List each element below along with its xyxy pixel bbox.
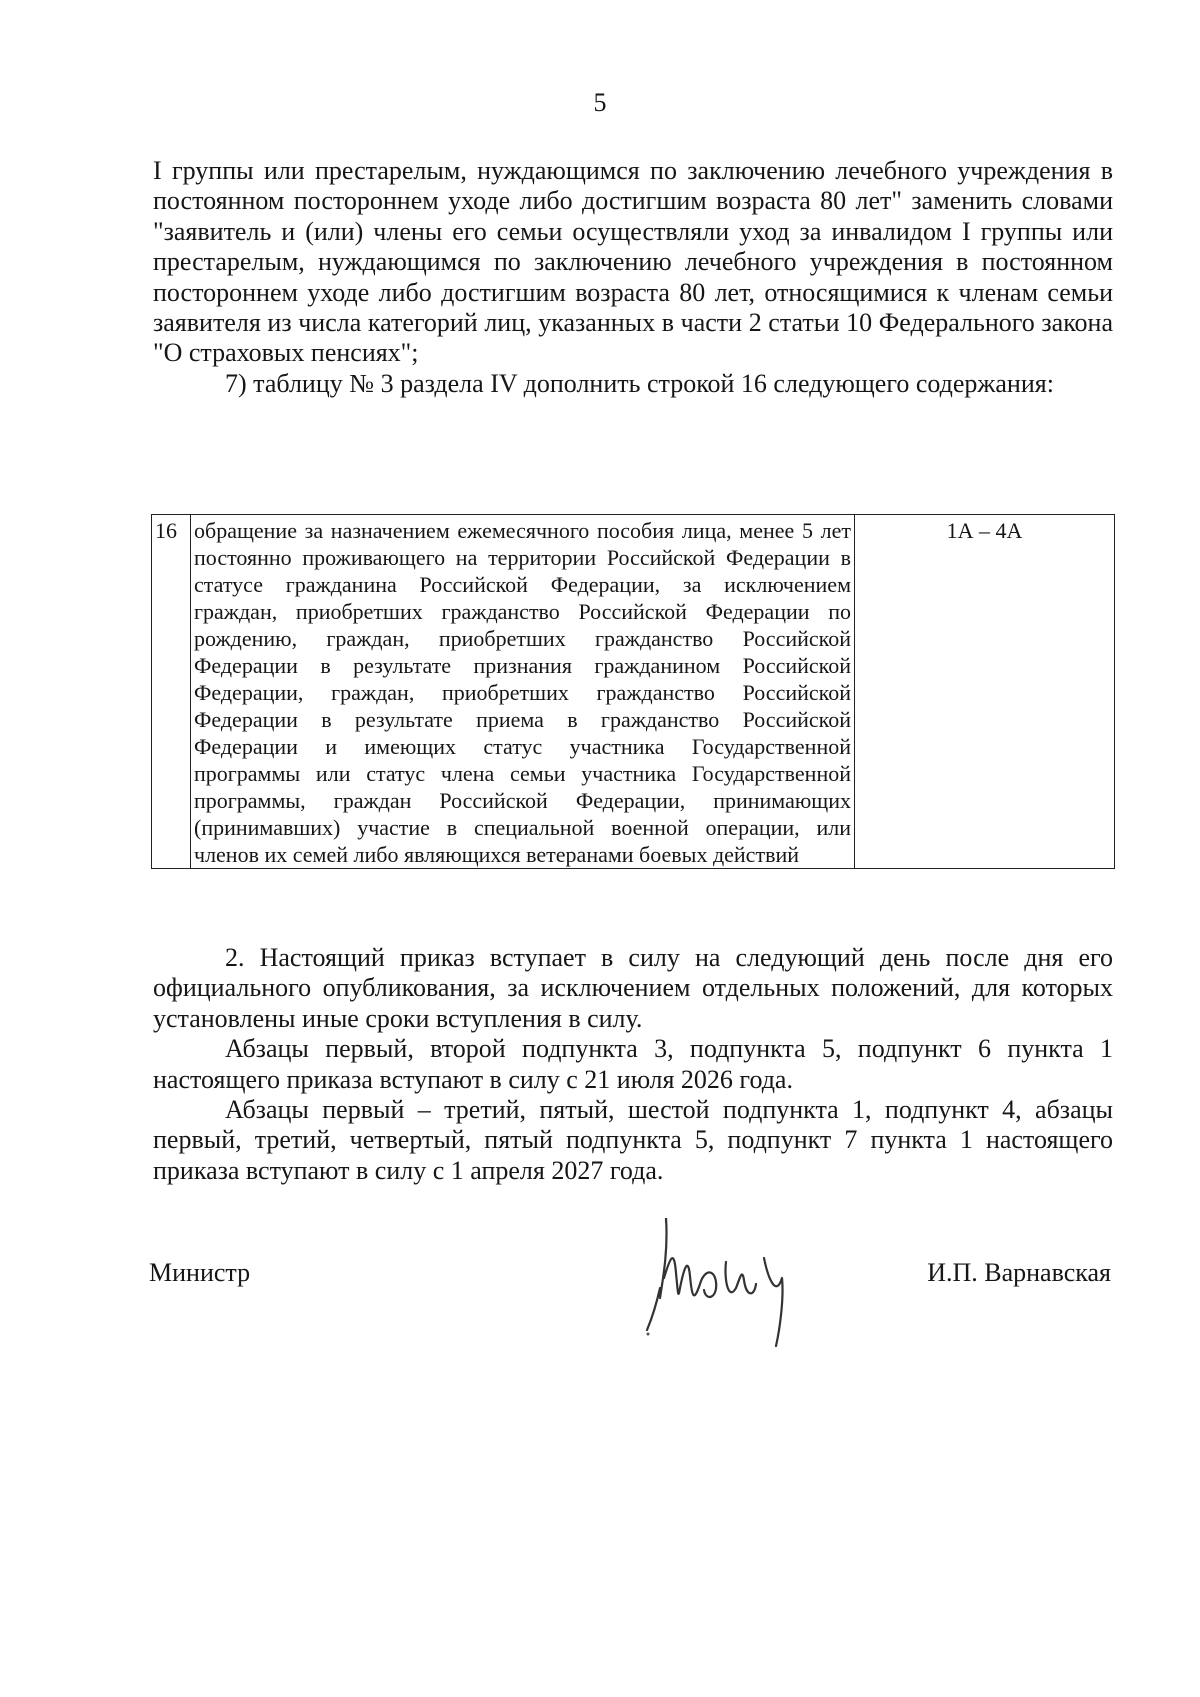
signer-title: Министр bbox=[149, 1258, 251, 1287]
table-row bbox=[152, 515, 1115, 869]
paragraph-effective-2026: Абзацы первый, второй подпункта 3, подпункта 5, подпункт 6 пункта 1 настоящего приказа вступают в силу с 21 июля 2026 года. bbox=[153, 1034, 1113, 1094]
effective-dates-text bbox=[153, 943, 1113, 1186]
amendment-text bbox=[153, 156, 1113, 399]
row-description-cell: обращение за назначением ежемесячного пособия лица, менее 5 лет постоянно проживающего на территории Российской Федерации в статусе гражданина Российской Федерации, за исключением граждан, приобретших гражданство Российской Федерации по рождению, граждан, приобретших гражданство Российской Федерации в результате признания гражданином Российской Федерации, граждан, приобретших гражданство Российской Федерации в результате приема в гражданство Российской Федерации и имеющих статус участника Государственной программы или статус члена семьи участника Государственной программы, граждан Российской Федерации, принимающих (принимавших) участие в специальной военной операции, или членов их семей либо являющихся ветеранами боевых действий bbox=[191, 515, 855, 869]
row-number-cell: 16 bbox=[152, 515, 191, 869]
handwritten-signature bbox=[644, 1218, 814, 1348]
signature-block bbox=[149, 1258, 1111, 1388]
paragraph-item-7: 7) таблицу № 3 раздела IV дополнить строкой 16 следующего содержания: bbox=[225, 368, 1054, 398]
inserted-table bbox=[151, 514, 1115, 869]
table-3-row-16 bbox=[151, 514, 1115, 869]
paragraph-item-2: 2. Настоящий приказ вступает в силу на следующий день после дня его официального опубликования, за исключением отдельных положений, для которых установлены иные сроки вступления в силу. bbox=[153, 943, 1113, 1033]
signer-name: И.П. Варнавская bbox=[927, 1258, 1111, 1287]
paragraph-continuation: I группы или престарелым, нуждающимся по заключению лечебного учреждения в постоянном постороннем уходе либо достигшим возраста 80 лет" заменить словами "заявитель и (или) члены его семьи осуществляли уход за инвалидом I группы или престарелым, нуждающимся по заключению лечебного учреждения в постоянном постороннем уходе либо достигшим возраста 80 лет, относящимися к членам семьи заявителя из числа категорий лиц, указанных в части 2 статьи 10 Федерального закона "О страховых пенсиях"; bbox=[153, 156, 1113, 368]
row-code-cell: 1А – 4А bbox=[855, 515, 1115, 869]
page-number: 5 bbox=[593, 88, 607, 117]
paragraph-effective-2027: Абзацы первый – третий, пятый, шестой подпункта 1, подпункт 4, абзацы первый, третий, четвертый, пятый подпункта 5, подпункт 7 пункта 1 настоящего приказа вступают в силу с 1 апреля 2027 года. bbox=[153, 1095, 1113, 1185]
